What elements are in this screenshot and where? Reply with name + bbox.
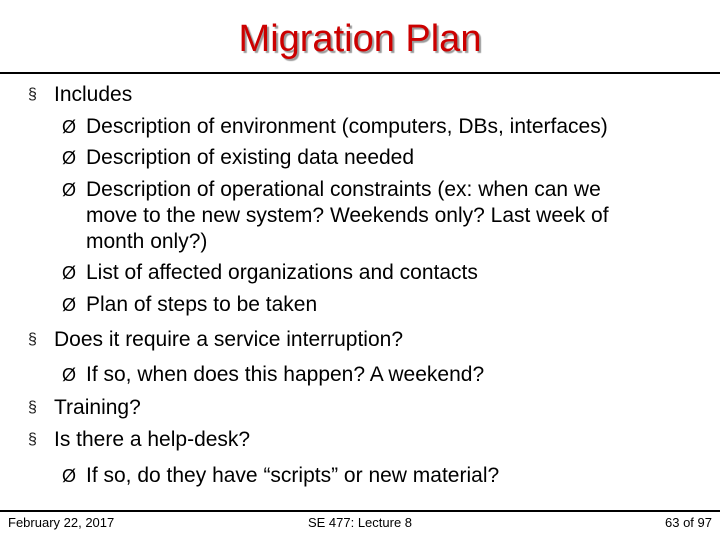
square-bullet-icon: § [28, 431, 37, 448]
footer-date: February 22, 2017 [8, 515, 115, 530]
arrow-bullet-icon: Ø [62, 148, 77, 168]
square-bullet-icon: § [28, 331, 37, 348]
bullet-item: Includes [54, 83, 133, 106]
arrow-bullet-icon: Ø [62, 365, 77, 385]
arrow-bullet-icon: Ø [62, 295, 77, 315]
footer-divider [0, 510, 720, 512]
bullet-item: Does it require a service interruption? [54, 328, 404, 351]
sub-bullet-item: If so, do they have “scripts” or new material? [86, 464, 500, 487]
sub-bullet-item: If so, when does this happen? A weekend? [86, 363, 485, 386]
footer-course: SE 477: Lecture 8 [307, 515, 413, 530]
sub-bullet-continuation: move to the new system? Weekends only? Last week of [86, 204, 609, 227]
arrow-bullet-icon: Ø [62, 180, 77, 200]
sub-bullet-item: Plan of steps to be taken [86, 293, 318, 316]
arrow-bullet-icon: Ø [62, 117, 77, 137]
sub-bullet-item: Description of operational constraints (ex: when can we [86, 178, 601, 201]
footer-page-number: 63 of 97 [665, 515, 712, 530]
bullet-item: Is there a help-desk? [54, 428, 251, 451]
square-bullet-icon: § [28, 399, 37, 416]
sub-bullet-continuation: month only?) [86, 230, 208, 253]
title-divider [0, 72, 720, 74]
sub-bullet-item: Description of existing data needed [86, 146, 415, 169]
sub-bullet-item: Description of environment (computers, DBs, interfaces) [86, 115, 608, 138]
arrow-bullet-icon: Ø [62, 466, 77, 486]
square-bullet-icon: § [28, 86, 37, 103]
slide-title: Migration Plan [238, 18, 482, 60]
arrow-bullet-icon: Ø [62, 263, 77, 283]
bullet-item: Training? [54, 396, 141, 419]
sub-bullet-item: List of affected organizations and contacts [86, 261, 478, 284]
